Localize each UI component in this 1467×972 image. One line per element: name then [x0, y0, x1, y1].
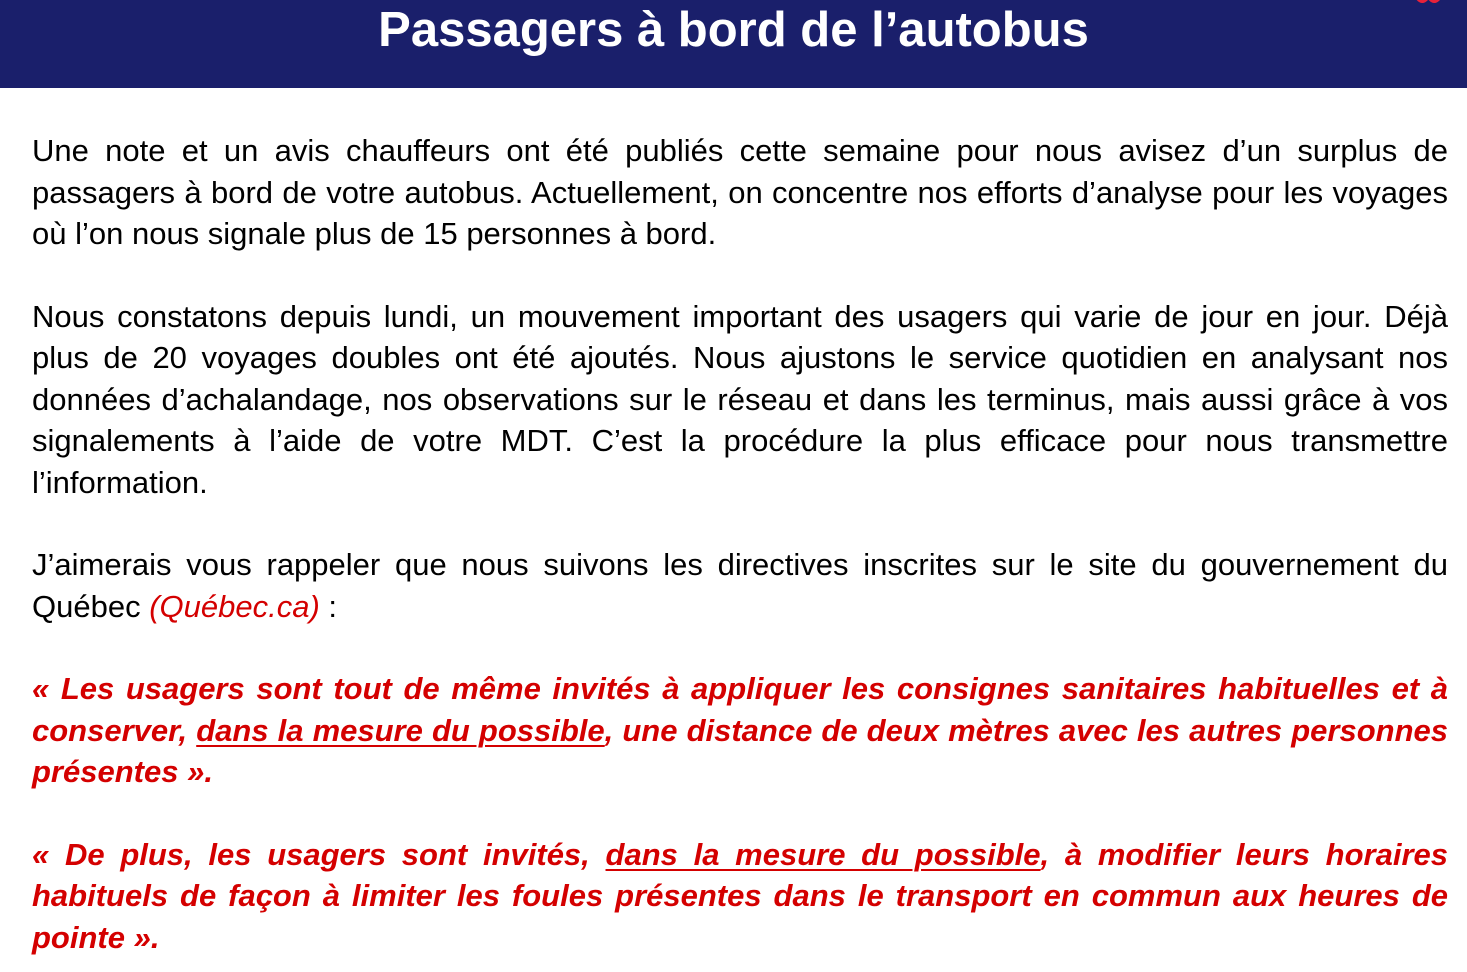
logo-swoosh-icon	[1415, 0, 1449, 6]
quote-schedule	[32, 834, 1448, 959]
quote-schedule-start: « De plus, les usagers sont invités,	[32, 836, 606, 872]
directives-colon: :	[319, 588, 338, 624]
quote-schedule-end: , à modifier leurs horaires habituels de façon à limiter les foules présentes dans le transport en commun aux heures de pointe ».	[32, 836, 1448, 955]
quote-sanitary	[32, 668, 1448, 793]
directives-text: J’aimerais vous rappeler que nous suivons les directives inscrites sur le site du gouvernement du Québec	[32, 547, 1448, 624]
page-title: Passagers à bord de l’autobus	[378, 3, 1089, 57]
paragraph-directives	[32, 544, 1448, 627]
paragraph-observations: Nous constatons depuis lundi, un mouvement important des usagers qui varie de jour en jour. Déjà plus de 20 voyages doubles ont été ajoutés. Nous ajustons le service quotidien en analysant nos données d’achalandage, nos observations sur le réseau et dans les terminus, mais aussi grâce à vos signalements à l’aide de votre MDT. C’est la procédure la plus efficace pour nous transmettre l’information.	[32, 298, 1448, 500]
quote-sanitary-start: « Les usagers sont tout de même invités à appliquer les consignes sanitaires habituelles et à conserver,	[32, 671, 1448, 748]
quebec-source-link[interactable]: (Québec.ca)	[149, 588, 320, 624]
paragraph-note: Une note et un avis chauffeurs ont été publiés cette semaine pour nous avisez d’un surplus de passagers à bord de votre autobus. Actuellement, on concentre nos efforts d’analyse pour les voyages où l’on nous signale plus de 15 personnes à bord.	[32, 133, 1448, 251]
quote-sanitary-end: , une distance de deux mètres avec les autres personnes présentes ».	[32, 712, 1449, 789]
quote-schedule-emphasis: dans la mesure du possible	[605, 836, 1041, 872]
header-banner	[0, 0, 1467, 88]
quote-sanitary-emphasis: dans la mesure du possible	[196, 712, 605, 748]
article-body	[32, 130, 1448, 958]
